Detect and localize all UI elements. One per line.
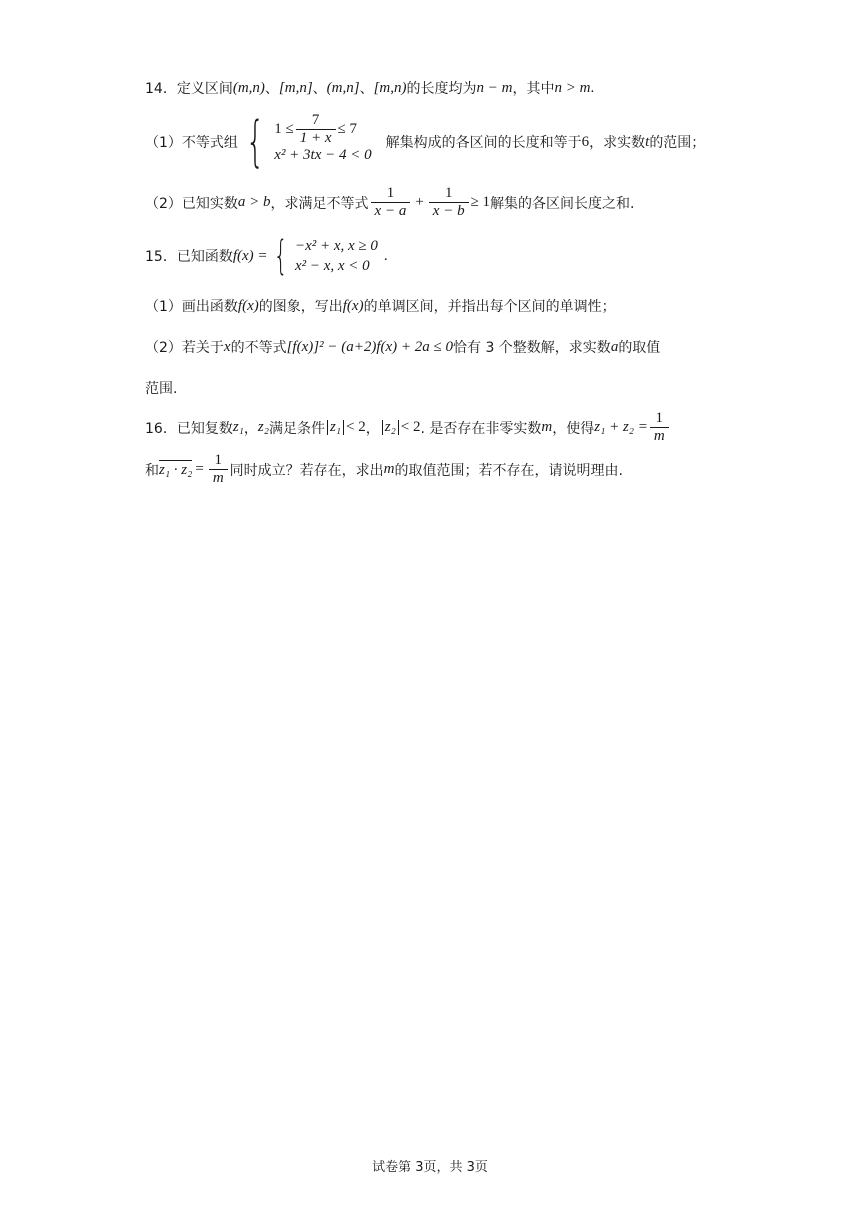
q15-number: 15． xyxy=(145,249,177,265)
part-label: （2）已知实数 xyxy=(145,195,238,212)
page-footer: 试卷第 3页，共 3页 xyxy=(372,1160,488,1175)
q16-statement: 16． 已知复数 z₁ ， z₂ 满足条件 z₁ < 2 ， z₂ < 2 . 是否存在非零实数 m ，使得 z₁ + z₂ = $\frac{1}{m}$ xyxy=(145,410,671,445)
part-text: 解集构成的各区间的长度和等于 xyxy=(385,135,582,151)
part-label: （1）画出函数 xyxy=(145,299,238,315)
part-text: . 是否存在非零实数 xyxy=(420,420,542,437)
separator: 、 xyxy=(359,81,374,97)
fraction-denominator: x − b xyxy=(429,202,469,220)
variable: m xyxy=(541,419,553,435)
inequality-expression: [f(x)]² − (a+2)f(x) + 2a ≤ 0 xyxy=(286,338,453,355)
q15-part2-wrap xyxy=(145,378,177,398)
fraction-numerator: 1 xyxy=(444,185,453,201)
complex-variable: z₁ xyxy=(232,419,244,435)
function-name: f(x) xyxy=(237,297,259,314)
function-name: f(x) = xyxy=(232,247,268,264)
left-brace-icon: { xyxy=(273,233,288,279)
interval-right-open: [m,n) xyxy=(373,79,407,96)
operator: = xyxy=(195,461,204,477)
absolute-value: z₂ xyxy=(382,420,399,435)
system-row2: x² + 3tx − 4 < 0 xyxy=(274,146,372,163)
piecewise-row1: −x² + x, x ≥ 0 xyxy=(294,237,378,254)
fraction xyxy=(371,185,411,220)
separator: 、 xyxy=(264,81,279,97)
part-text: 范围. xyxy=(145,381,178,397)
condition-expression: a > b xyxy=(237,194,271,210)
system-row1-right: ≤ 7 xyxy=(337,120,358,137)
variable: a xyxy=(610,338,619,355)
fraction-denominator: m xyxy=(650,427,669,445)
fraction-denominator: 1 + x xyxy=(296,129,336,147)
inequality-rhs: ≥ 1 xyxy=(470,194,491,210)
fraction-numerator: 1 xyxy=(655,410,664,426)
separator: ， xyxy=(243,420,258,437)
conjugate-product: z₁ · z₂ xyxy=(159,462,193,478)
part-label: （2）若关于 xyxy=(145,340,224,356)
q15-part1 xyxy=(145,296,616,316)
q14-intro: 定义区间 xyxy=(176,81,233,97)
part-text: 满足条件 xyxy=(268,420,325,437)
interval-open: (m,n) xyxy=(232,79,265,96)
length-expression: n − m xyxy=(476,79,513,96)
q14-statement xyxy=(145,78,594,98)
inequality-rhs: < 2 xyxy=(346,419,366,435)
fraction xyxy=(650,410,669,445)
q16-number: 16． xyxy=(145,420,177,437)
inequality-rhs: < 2 xyxy=(400,419,421,435)
variable: m xyxy=(383,461,395,477)
part-text: ，求实数 xyxy=(589,135,646,151)
fraction-numerator: 7 xyxy=(311,111,320,128)
q16-intro: 已知复数 xyxy=(176,420,233,437)
part-text: ，求满足不等式 xyxy=(270,195,369,212)
part-text: 的不等式 xyxy=(230,340,287,356)
absolute-value: z₁ xyxy=(327,420,344,435)
variable: x xyxy=(223,338,231,355)
left-brace-icon: { xyxy=(245,110,265,173)
function-name: f(x) xyxy=(342,297,364,314)
q14-number: 14． xyxy=(145,81,177,97)
interval-left-open: (m,n] xyxy=(326,79,360,96)
piecewise-row2: x² − x, x < 0 xyxy=(294,257,370,274)
q14-part1 xyxy=(145,110,706,173)
q14-text: 的长度均为 xyxy=(406,81,477,97)
number-value: 6 xyxy=(581,133,590,150)
part-text: ，使得 xyxy=(552,420,595,437)
q15-intro: 已知函数 xyxy=(176,249,233,265)
operator: + xyxy=(415,194,424,210)
inequality-system xyxy=(274,111,372,168)
interval-closed: [m,n] xyxy=(278,79,313,96)
part-text: 和 xyxy=(145,462,159,479)
part-text: 的范围； xyxy=(649,135,706,151)
fraction xyxy=(209,452,228,487)
part-text: 同时成立？若存在，求出 xyxy=(229,462,384,479)
fraction-numerator: 1 xyxy=(386,185,395,201)
variable: t xyxy=(645,133,650,150)
fraction-denominator: x − a xyxy=(371,202,411,220)
part-text: 的取值范围；若不存在，请说明理由. xyxy=(394,462,623,479)
period: . xyxy=(590,79,595,96)
part-text: 解集的各区间长度之和. xyxy=(490,195,635,212)
sum-expression: z₁ + z₂ = xyxy=(594,419,648,435)
part-text: 恰有 3 个整数解，求实数 xyxy=(453,340,611,356)
piecewise-definition xyxy=(295,236,378,276)
complex-variable: z₂ xyxy=(257,419,269,435)
q15-part2 xyxy=(145,337,660,357)
fraction-denominator: m xyxy=(209,469,228,487)
part-text: 的图象，写出 xyxy=(258,299,343,315)
fraction xyxy=(429,185,469,220)
condition-expression: n > m xyxy=(554,79,591,96)
fraction-numerator: 1 xyxy=(214,452,222,468)
q14-text: ，其中 xyxy=(512,81,555,97)
part-text: 的单调区间，并指出每个区间的单调性； xyxy=(363,299,616,315)
q14-part2 xyxy=(145,185,635,220)
q16-statement-wrap xyxy=(145,452,623,487)
period: . xyxy=(383,247,388,264)
part-text: 的取值 xyxy=(618,340,661,356)
q15-statement xyxy=(145,233,388,279)
separator: 、 xyxy=(312,81,327,97)
part-label: （1）不等式组 xyxy=(145,135,238,151)
system-row1-left: 1 ≤ xyxy=(274,120,294,137)
